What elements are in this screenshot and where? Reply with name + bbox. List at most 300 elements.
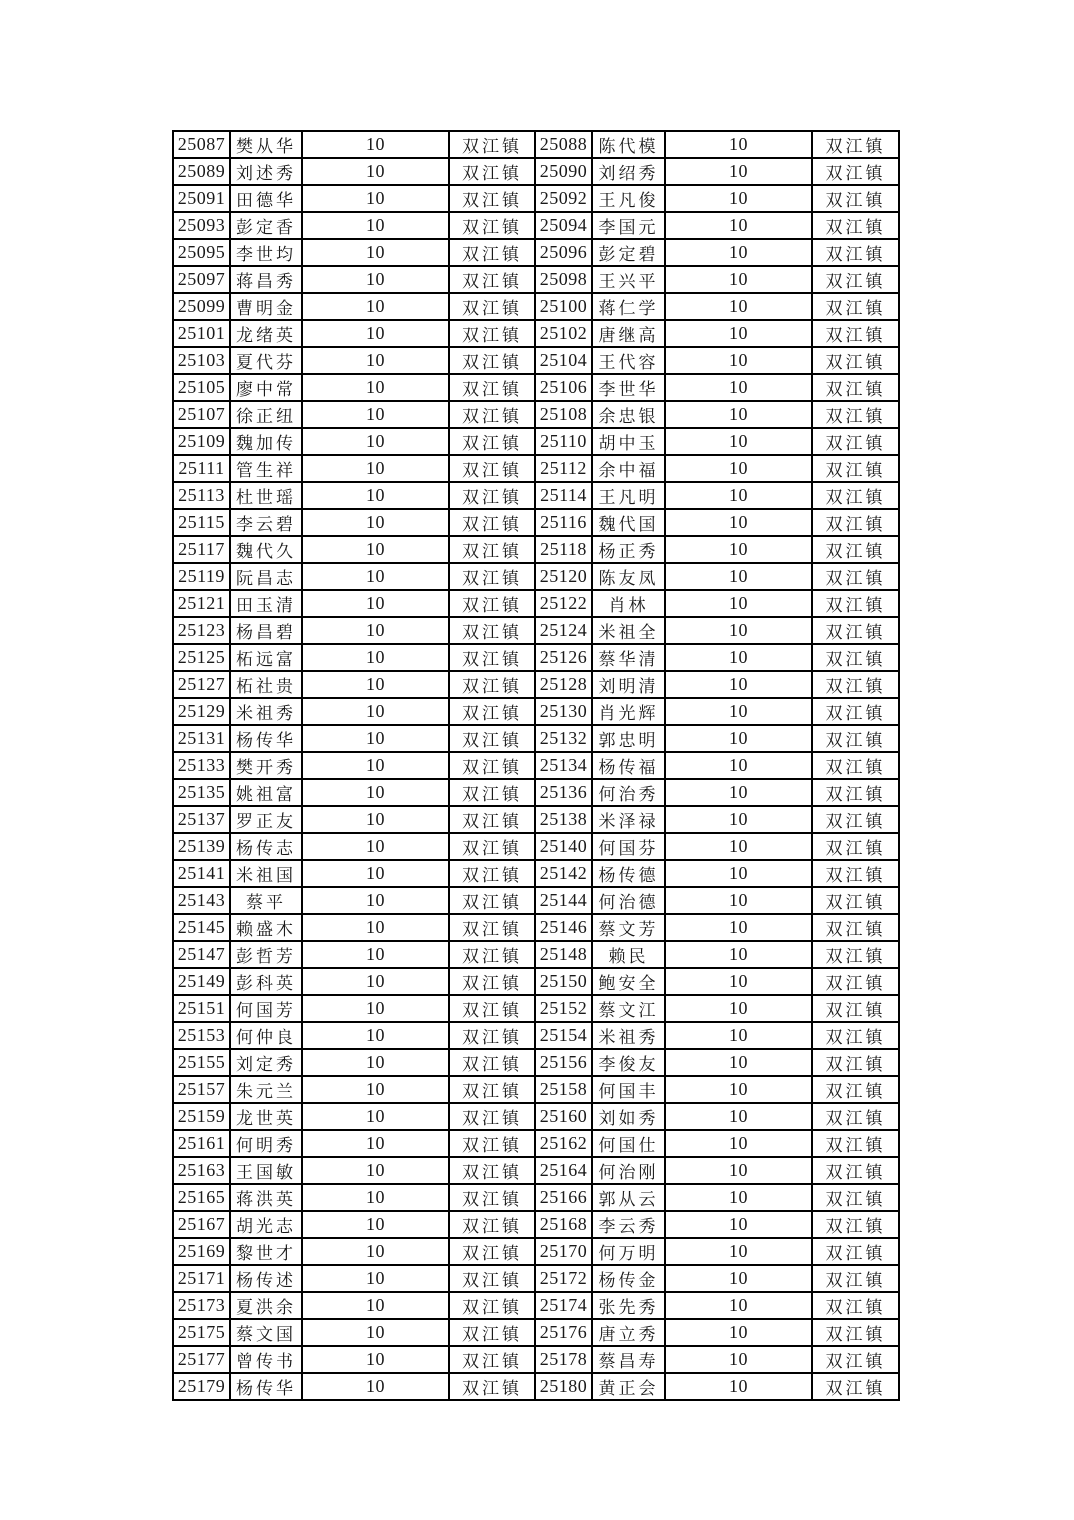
person-name-left: 李世均 — [230, 239, 302, 266]
value-left: 10 — [302, 887, 449, 914]
table-row — [173, 860, 899, 887]
town-left: 双江镇 — [449, 320, 535, 347]
person-id-right: 25142 — [535, 860, 592, 887]
town-right: 双江镇 — [812, 266, 899, 293]
person-name-right: 胡中玉 — [592, 428, 665, 455]
person-name-right: 刘明清 — [592, 671, 665, 698]
table-row — [173, 833, 899, 860]
person-name-right: 肖林 — [592, 590, 665, 617]
town-left: 双江镇 — [449, 266, 535, 293]
value-right: 10 — [665, 482, 812, 509]
person-name-right: 何治德 — [592, 887, 665, 914]
town-right: 双江镇 — [812, 1346, 899, 1373]
table-row — [173, 509, 899, 536]
person-name-right: 蔡华清 — [592, 644, 665, 671]
town-left: 双江镇 — [449, 1076, 535, 1103]
town-left: 双江镇 — [449, 914, 535, 941]
town-left: 双江镇 — [449, 968, 535, 995]
person-id-left: 25143 — [173, 887, 230, 914]
town-right: 双江镇 — [812, 590, 899, 617]
person-name-left: 何国芳 — [230, 995, 302, 1022]
person-name-left: 夏洪余 — [230, 1292, 302, 1319]
person-name-right: 李俊友 — [592, 1049, 665, 1076]
person-id-left: 25097 — [173, 266, 230, 293]
person-name-left: 廖中常 — [230, 374, 302, 401]
person-name-left: 樊开秀 — [230, 752, 302, 779]
value-left: 10 — [302, 752, 449, 779]
value-left: 10 — [302, 482, 449, 509]
value-left: 10 — [302, 212, 449, 239]
person-id-right: 25136 — [535, 779, 592, 806]
town-right: 双江镇 — [812, 1238, 899, 1265]
person-id-right: 25112 — [535, 455, 592, 482]
table-row — [173, 1022, 899, 1049]
value-left: 10 — [302, 1292, 449, 1319]
town-left: 双江镇 — [449, 617, 535, 644]
table-row — [173, 1265, 899, 1292]
town-right: 双江镇 — [812, 833, 899, 860]
person-name-left: 杨传华 — [230, 725, 302, 752]
person-id-left: 25099 — [173, 293, 230, 320]
value-right: 10 — [665, 860, 812, 887]
table-row — [173, 941, 899, 968]
person-name-left: 龙世英 — [230, 1103, 302, 1130]
person-id-right: 25174 — [535, 1292, 592, 1319]
person-id-right: 25158 — [535, 1076, 592, 1103]
person-id-right: 25138 — [535, 806, 592, 833]
person-name-right: 余中福 — [592, 455, 665, 482]
person-id-left: 25111 — [173, 455, 230, 482]
person-name-right: 唐继高 — [592, 320, 665, 347]
table-row — [173, 1157, 899, 1184]
value-right: 10 — [665, 212, 812, 239]
town-left: 双江镇 — [449, 482, 535, 509]
town-right: 双江镇 — [812, 239, 899, 266]
person-name-right: 蔡文芳 — [592, 914, 665, 941]
town-left: 双江镇 — [449, 428, 535, 455]
town-right: 双江镇 — [812, 158, 899, 185]
town-right: 双江镇 — [812, 617, 899, 644]
person-id-left: 25119 — [173, 563, 230, 590]
person-id-right: 25092 — [535, 185, 592, 212]
person-id-left: 25109 — [173, 428, 230, 455]
person-id-left: 25113 — [173, 482, 230, 509]
value-right: 10 — [665, 1346, 812, 1373]
town-right: 双江镇 — [812, 1022, 899, 1049]
person-name-left: 蔡平 — [230, 887, 302, 914]
person-id-right: 25120 — [535, 563, 592, 590]
person-name-left: 黎世才 — [230, 1238, 302, 1265]
town-left: 双江镇 — [449, 1292, 535, 1319]
person-name-right: 李云秀 — [592, 1211, 665, 1238]
person-name-left: 夏代芬 — [230, 347, 302, 374]
town-right: 双江镇 — [812, 968, 899, 995]
value-right: 10 — [665, 644, 812, 671]
person-name-left: 杨传志 — [230, 833, 302, 860]
table-row — [173, 1211, 899, 1238]
town-left: 双江镇 — [449, 1157, 535, 1184]
table-row — [173, 1103, 899, 1130]
town-left: 双江镇 — [449, 590, 535, 617]
person-id-right: 25116 — [535, 509, 592, 536]
value-left: 10 — [302, 860, 449, 887]
table-row — [173, 1346, 899, 1373]
table-row — [173, 1184, 899, 1211]
person-id-left: 25167 — [173, 1211, 230, 1238]
town-left: 双江镇 — [449, 887, 535, 914]
value-right: 10 — [665, 995, 812, 1022]
person-name-left: 赖盛木 — [230, 914, 302, 941]
town-right: 双江镇 — [812, 455, 899, 482]
person-id-right: 25128 — [535, 671, 592, 698]
person-id-right: 25140 — [535, 833, 592, 860]
person-id-left: 25093 — [173, 212, 230, 239]
person-id-left: 25179 — [173, 1373, 230, 1400]
town-left: 双江镇 — [449, 941, 535, 968]
value-left: 10 — [302, 185, 449, 212]
town-right: 双江镇 — [812, 1265, 899, 1292]
person-name-right: 何国丰 — [592, 1076, 665, 1103]
person-name-left: 柘远富 — [230, 644, 302, 671]
town-right: 双江镇 — [812, 725, 899, 752]
person-name-left: 刘定秀 — [230, 1049, 302, 1076]
table-row — [173, 536, 899, 563]
table-row — [173, 887, 899, 914]
person-name-right: 魏代国 — [592, 509, 665, 536]
person-id-left: 25169 — [173, 1238, 230, 1265]
town-left: 双江镇 — [449, 239, 535, 266]
value-right: 10 — [665, 509, 812, 536]
person-name-right: 米祖全 — [592, 617, 665, 644]
town-right: 双江镇 — [812, 1130, 899, 1157]
value-left: 10 — [302, 617, 449, 644]
town-left: 双江镇 — [449, 1103, 535, 1130]
value-right: 10 — [665, 239, 812, 266]
person-id-left: 25173 — [173, 1292, 230, 1319]
value-right: 10 — [665, 752, 812, 779]
person-id-right: 25152 — [535, 995, 592, 1022]
table-row — [173, 995, 899, 1022]
person-name-left: 姚祖富 — [230, 779, 302, 806]
table-row — [173, 266, 899, 293]
person-name-right: 米泽禄 — [592, 806, 665, 833]
person-id-right: 25100 — [535, 293, 592, 320]
person-id-left: 25107 — [173, 401, 230, 428]
value-right: 10 — [665, 1103, 812, 1130]
person-name-right: 米祖秀 — [592, 1022, 665, 1049]
person-name-left: 李云碧 — [230, 509, 302, 536]
person-name-right: 何治秀 — [592, 779, 665, 806]
person-name-right: 黄正会 — [592, 1373, 665, 1400]
person-name-right: 郭忠明 — [592, 725, 665, 752]
table-row — [173, 914, 899, 941]
person-name-right: 赖民 — [592, 941, 665, 968]
value-left: 10 — [302, 995, 449, 1022]
person-id-left: 25175 — [173, 1319, 230, 1346]
person-id-left: 25163 — [173, 1157, 230, 1184]
person-id-right: 25098 — [535, 266, 592, 293]
town-left: 双江镇 — [449, 293, 535, 320]
town-right: 双江镇 — [812, 671, 899, 698]
person-name-left: 王国敏 — [230, 1157, 302, 1184]
value-left: 10 — [302, 698, 449, 725]
value-right: 10 — [665, 374, 812, 401]
town-right: 双江镇 — [812, 752, 899, 779]
person-id-right: 25110 — [535, 428, 592, 455]
person-id-right: 25154 — [535, 1022, 592, 1049]
value-left: 10 — [302, 590, 449, 617]
value-left: 10 — [302, 1076, 449, 1103]
town-left: 双江镇 — [449, 1022, 535, 1049]
person-name-right: 刘绍秀 — [592, 158, 665, 185]
town-left: 双江镇 — [449, 212, 535, 239]
town-left: 双江镇 — [449, 1238, 535, 1265]
value-right: 10 — [665, 698, 812, 725]
value-right: 10 — [665, 347, 812, 374]
town-right: 双江镇 — [812, 1373, 899, 1400]
person-id-left: 25133 — [173, 752, 230, 779]
person-name-right: 杨传金 — [592, 1265, 665, 1292]
person-name-right: 李世华 — [592, 374, 665, 401]
person-id-right: 25170 — [535, 1238, 592, 1265]
person-id-left: 25125 — [173, 644, 230, 671]
table-row — [173, 482, 899, 509]
value-left: 10 — [302, 563, 449, 590]
table-row — [173, 1373, 899, 1400]
person-name-left: 阮昌志 — [230, 563, 302, 590]
value-right: 10 — [665, 266, 812, 293]
table-row — [173, 428, 899, 455]
person-id-left: 25139 — [173, 833, 230, 860]
table-row — [173, 968, 899, 995]
person-name-left: 彭定香 — [230, 212, 302, 239]
person-id-left: 25145 — [173, 914, 230, 941]
value-right: 10 — [665, 590, 812, 617]
value-right: 10 — [665, 1022, 812, 1049]
value-right: 10 — [665, 1373, 812, 1400]
value-right: 10 — [665, 833, 812, 860]
person-id-right: 25180 — [535, 1373, 592, 1400]
person-name-right: 何国芬 — [592, 833, 665, 860]
value-left: 10 — [302, 1022, 449, 1049]
value-left: 10 — [302, 509, 449, 536]
table-row — [173, 347, 899, 374]
person-id-left: 25117 — [173, 536, 230, 563]
value-left: 10 — [302, 779, 449, 806]
value-left: 10 — [302, 374, 449, 401]
value-right: 10 — [665, 455, 812, 482]
town-right: 双江镇 — [812, 1049, 899, 1076]
person-name-right: 蔡文江 — [592, 995, 665, 1022]
person-name-left: 徐正纽 — [230, 401, 302, 428]
town-left: 双江镇 — [449, 1319, 535, 1346]
person-id-right: 25126 — [535, 644, 592, 671]
table-row — [173, 320, 899, 347]
value-right: 10 — [665, 185, 812, 212]
table-row — [173, 455, 899, 482]
value-left: 10 — [302, 239, 449, 266]
table-row — [173, 1319, 899, 1346]
person-name-right: 王代容 — [592, 347, 665, 374]
value-right: 10 — [665, 158, 812, 185]
town-right: 双江镇 — [812, 347, 899, 374]
person-id-right: 25130 — [535, 698, 592, 725]
person-name-left: 樊从华 — [230, 131, 302, 158]
town-right: 双江镇 — [812, 779, 899, 806]
person-name-left: 柘社贵 — [230, 671, 302, 698]
town-left: 双江镇 — [449, 644, 535, 671]
person-name-right: 何治刚 — [592, 1157, 665, 1184]
person-name-left: 彭哲芳 — [230, 941, 302, 968]
value-left: 10 — [302, 914, 449, 941]
value-right: 10 — [665, 1130, 812, 1157]
value-right: 10 — [665, 1157, 812, 1184]
town-right: 双江镇 — [812, 887, 899, 914]
person-name-right: 何万明 — [592, 1238, 665, 1265]
table-row — [173, 401, 899, 428]
person-id-right: 25102 — [535, 320, 592, 347]
table-row — [173, 212, 899, 239]
person-name-left: 何仲良 — [230, 1022, 302, 1049]
person-id-left: 25155 — [173, 1049, 230, 1076]
person-name-left: 米祖秀 — [230, 698, 302, 725]
person-name-right: 彭定碧 — [592, 239, 665, 266]
person-id-right: 25160 — [535, 1103, 592, 1130]
table-row — [173, 563, 899, 590]
person-id-left: 25089 — [173, 158, 230, 185]
person-name-right: 杨传德 — [592, 860, 665, 887]
value-left: 10 — [302, 401, 449, 428]
person-id-right: 25106 — [535, 374, 592, 401]
person-name-left: 魏加传 — [230, 428, 302, 455]
value-left: 10 — [302, 833, 449, 860]
value-left: 10 — [302, 1265, 449, 1292]
table-body — [173, 131, 899, 1400]
person-name-right: 肖光辉 — [592, 698, 665, 725]
value-left: 10 — [302, 347, 449, 374]
town-right: 双江镇 — [812, 860, 899, 887]
person-id-left: 25135 — [173, 779, 230, 806]
value-left: 10 — [302, 941, 449, 968]
person-id-right: 25166 — [535, 1184, 592, 1211]
value-right: 10 — [665, 1184, 812, 1211]
person-name-left: 曹明金 — [230, 293, 302, 320]
value-left: 10 — [302, 1238, 449, 1265]
roster-table — [172, 130, 900, 1401]
person-id-right: 25156 — [535, 1049, 592, 1076]
town-right: 双江镇 — [812, 1157, 899, 1184]
person-name-right: 王凡明 — [592, 482, 665, 509]
person-id-left: 25103 — [173, 347, 230, 374]
value-left: 10 — [302, 644, 449, 671]
person-id-left: 25161 — [173, 1130, 230, 1157]
town-left: 双江镇 — [449, 779, 535, 806]
table-row — [173, 158, 899, 185]
value-left: 10 — [302, 1130, 449, 1157]
table-row — [173, 671, 899, 698]
value-left: 10 — [302, 1373, 449, 1400]
town-left: 双江镇 — [449, 158, 535, 185]
person-name-right: 鲍安全 — [592, 968, 665, 995]
value-left: 10 — [302, 536, 449, 563]
person-id-right: 25178 — [535, 1346, 592, 1373]
person-name-right: 张先秀 — [592, 1292, 665, 1319]
person-id-right: 25114 — [535, 482, 592, 509]
town-right: 双江镇 — [812, 536, 899, 563]
person-name-left: 蔡文国 — [230, 1319, 302, 1346]
value-right: 10 — [665, 968, 812, 995]
town-right: 双江镇 — [812, 320, 899, 347]
value-right: 10 — [665, 779, 812, 806]
person-name-right: 陈代模 — [592, 131, 665, 158]
town-right: 双江镇 — [812, 293, 899, 320]
value-right: 10 — [665, 1319, 812, 1346]
person-name-left: 罗正友 — [230, 806, 302, 833]
person-id-left: 25157 — [173, 1076, 230, 1103]
town-left: 双江镇 — [449, 1211, 535, 1238]
person-id-left: 25141 — [173, 860, 230, 887]
person-name-left: 杨昌碧 — [230, 617, 302, 644]
person-id-left: 25091 — [173, 185, 230, 212]
value-right: 10 — [665, 806, 812, 833]
value-right: 10 — [665, 617, 812, 644]
value-right: 10 — [665, 914, 812, 941]
table-row — [173, 779, 899, 806]
value-left: 10 — [302, 266, 449, 293]
value-right: 10 — [665, 401, 812, 428]
person-name-right: 余忠银 — [592, 401, 665, 428]
town-left: 双江镇 — [449, 374, 535, 401]
table-row — [173, 1292, 899, 1319]
person-id-left: 25149 — [173, 968, 230, 995]
person-id-left: 25153 — [173, 1022, 230, 1049]
value-left: 10 — [302, 1211, 449, 1238]
town-right: 双江镇 — [812, 401, 899, 428]
town-left: 双江镇 — [449, 833, 535, 860]
person-id-left: 25123 — [173, 617, 230, 644]
town-left: 双江镇 — [449, 995, 535, 1022]
town-left: 双江镇 — [449, 509, 535, 536]
town-right: 双江镇 — [812, 1292, 899, 1319]
person-name-left: 杜世瑶 — [230, 482, 302, 509]
person-name-right: 郭从云 — [592, 1184, 665, 1211]
person-name-left: 何明秀 — [230, 1130, 302, 1157]
person-name-right: 何国仕 — [592, 1130, 665, 1157]
person-id-right: 25134 — [535, 752, 592, 779]
person-name-right: 王凡俊 — [592, 185, 665, 212]
person-id-right: 25118 — [535, 536, 592, 563]
value-left: 10 — [302, 1346, 449, 1373]
value-left: 10 — [302, 1319, 449, 1346]
person-id-left: 25121 — [173, 590, 230, 617]
person-id-right: 25164 — [535, 1157, 592, 1184]
person-id-left: 25165 — [173, 1184, 230, 1211]
value-right: 10 — [665, 293, 812, 320]
person-id-left: 25171 — [173, 1265, 230, 1292]
table-row — [173, 806, 899, 833]
value-right: 10 — [665, 941, 812, 968]
person-name-left: 彭科英 — [230, 968, 302, 995]
person-name-right: 杨正秀 — [592, 536, 665, 563]
town-left: 双江镇 — [449, 347, 535, 374]
person-name-right: 蔡昌寿 — [592, 1346, 665, 1373]
person-id-left: 25147 — [173, 941, 230, 968]
table-row — [173, 374, 899, 401]
value-left: 10 — [302, 806, 449, 833]
person-id-left: 25177 — [173, 1346, 230, 1373]
town-left: 双江镇 — [449, 563, 535, 590]
person-name-right: 刘如秀 — [592, 1103, 665, 1130]
